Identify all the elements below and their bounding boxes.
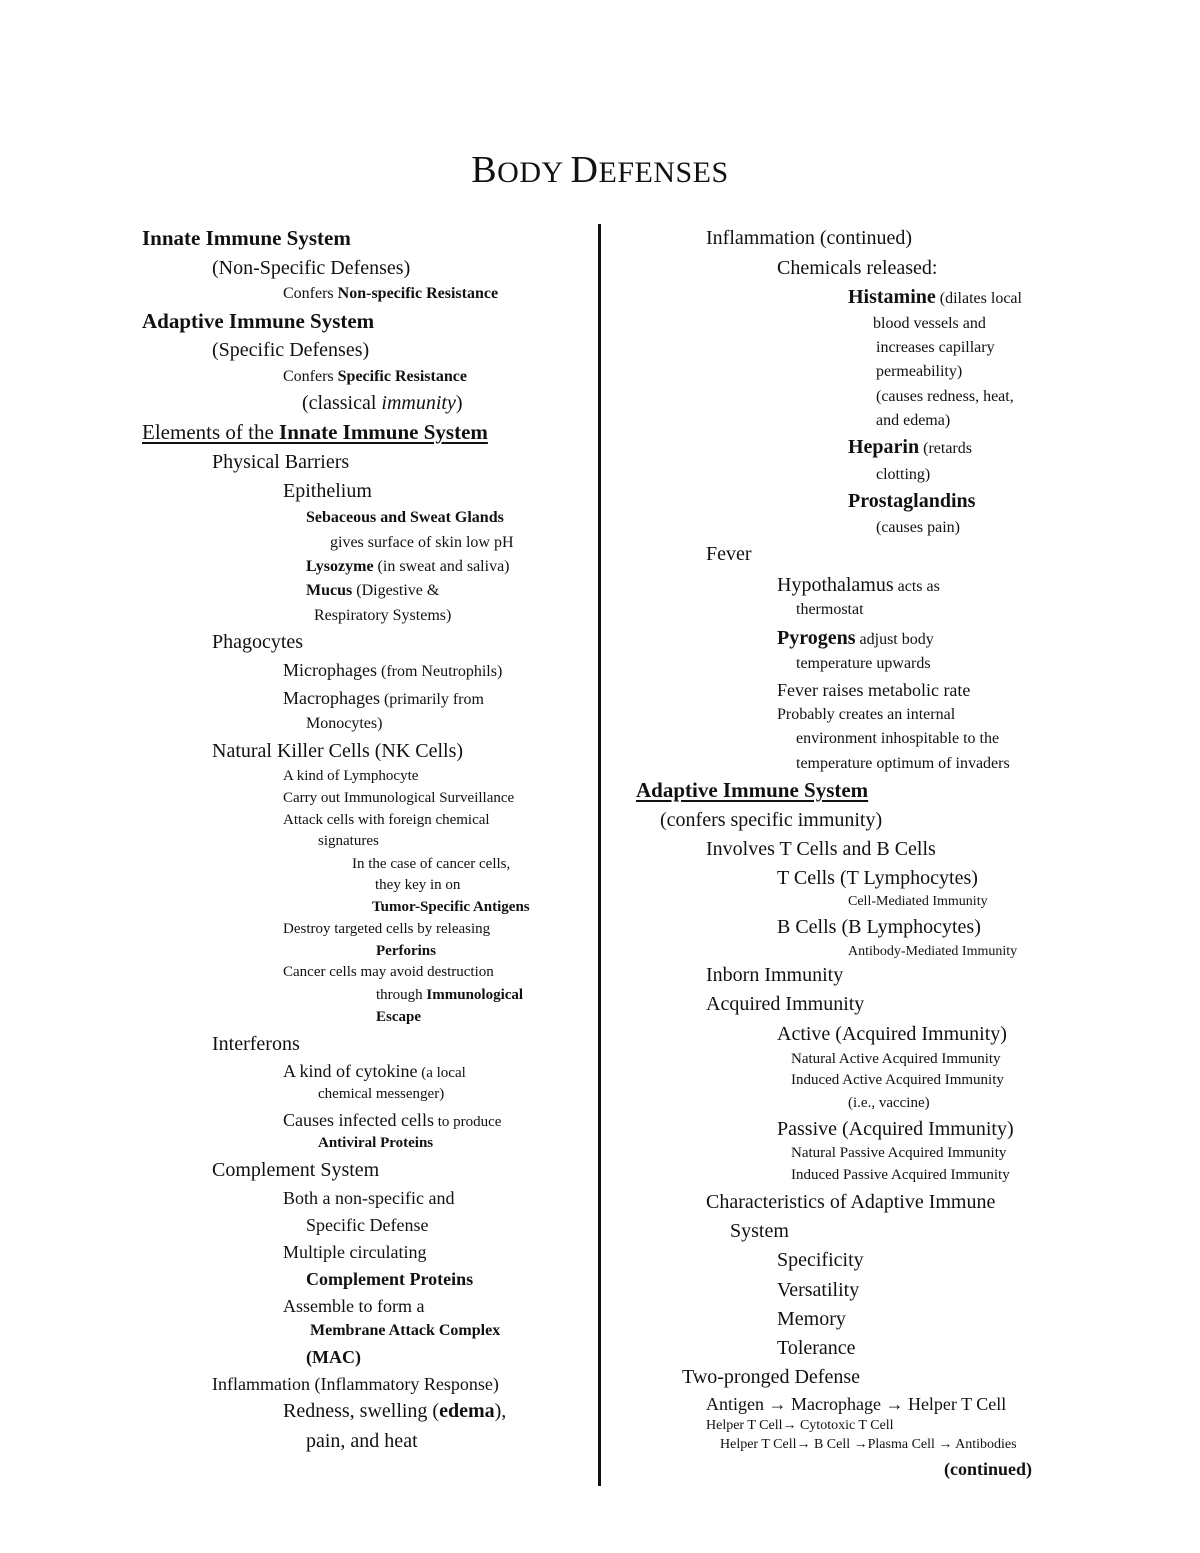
outline-item: Respiratory Systems) — [314, 607, 452, 624]
outline-item: Hypothalamus acts as — [777, 574, 940, 596]
outline-item: Two-pronged Defense — [682, 1366, 860, 1388]
outline-item: Destroy targeted cells by releasing — [283, 921, 491, 937]
outline-item: (confers specific immunity) — [660, 809, 883, 831]
outline-item: Versatility — [777, 1279, 860, 1301]
outline-item: Histamine (dilates local — [848, 286, 1022, 308]
outline-item: blood vessels and — [873, 315, 986, 332]
outline-item: pain, and heat — [306, 1430, 418, 1452]
outline-item: Macrophages (primarily from — [283, 688, 484, 708]
outline-item: Interferons — [212, 1033, 300, 1055]
outline-item: Prostaglandins — [848, 490, 976, 512]
outline-item: Antiviral Proteins — [318, 1135, 434, 1151]
continued-label: (continued) — [944, 1459, 1033, 1479]
outline-item: Carry out Immunological Surveillance — [283, 790, 515, 806]
outline-item: permeability) — [876, 363, 963, 380]
outline-item: (classical immunity) — [302, 392, 463, 414]
outline-item: signatures — [318, 833, 379, 849]
outline-item: Acquired Immunity — [706, 993, 865, 1015]
outline-item: temperature upwards — [796, 655, 931, 672]
outline-item: B Cells (B Lymphocytes) — [777, 916, 981, 938]
outline-item: Membrane Attack Complex — [310, 1322, 501, 1339]
outline-item: Redness, swelling (edema), — [283, 1400, 507, 1422]
outline-item: gives surface of skin low pH — [330, 534, 514, 551]
outline-item: through Immunological — [376, 987, 524, 1003]
outline-item: Sebaceous and Sweat Glands — [306, 509, 504, 526]
outline-item: Phagocytes — [212, 631, 304, 653]
outline-item: T Cells (T Lymphocytes) — [777, 867, 978, 889]
outline-item: Pyrogens adjust body — [777, 627, 934, 649]
outline-item: Involves T Cells and B Cells — [706, 838, 936, 860]
outline-item: Microphages (from Neutrophils) — [283, 660, 503, 680]
outline-item: System — [730, 1220, 789, 1242]
outline-item: Antigen → Macrophage → Helper T Cell — [706, 1394, 1007, 1414]
outline-item: Inflammation (continued) — [706, 227, 913, 249]
outline-item: Confers Specific Resistance — [283, 368, 467, 385]
outline-item: Mucus (Digestive & — [306, 582, 440, 599]
outline-item: Physical Barriers — [212, 451, 350, 473]
outline-item: Attack cells with foreign chemical — [283, 812, 490, 828]
outline-item: Assemble to form a — [283, 1296, 425, 1316]
outline-item: A kind of Lymphocyte — [283, 768, 419, 784]
outline-item: Chemicals released: — [777, 257, 938, 279]
outline-item: Passive (Acquired Immunity) — [777, 1118, 1014, 1140]
outline-item: Fever raises metabolic rate — [777, 680, 971, 700]
outline-item: Probably creates an internal — [777, 706, 956, 723]
outline-item: Fever — [706, 543, 752, 565]
outline-item: environment inhospitable to the — [796, 730, 1000, 747]
outline-item: Lysozyme (in sweat and saliva) — [306, 558, 510, 575]
outline-item: Tumor-Specific Antigens — [372, 899, 530, 915]
outline-item: In the case of cancer cells, — [352, 856, 511, 872]
outline-item: Inborn Immunity — [706, 964, 844, 986]
outline-item: Helper T Cell→ B Cell →Plasma Cell → Antibodies — [720, 1437, 1017, 1452]
heading-adaptive: Adaptive Immune System — [142, 309, 375, 333]
outline-item: temperature optimum of invaders — [796, 755, 1010, 772]
outline-item: thermostat — [796, 601, 864, 618]
outline-item: chemical messenger) — [318, 1086, 445, 1102]
outline-item: increases capillary — [876, 339, 995, 356]
outline-item: Multiple circulating — [283, 1242, 427, 1262]
outline-item: Inflammation (Inflammatory Response) — [212, 1374, 499, 1394]
outline-item: Natural Passive Acquired Immunity — [791, 1145, 1007, 1161]
outline-item: Complement Proteins — [306, 1269, 474, 1289]
outline-item: Escape — [376, 1009, 421, 1025]
heading-adaptive-right: Adaptive Immune System — [636, 778, 869, 802]
outline-item: Memory — [777, 1308, 846, 1330]
outline-item: Cancer cells may avoid destruction — [283, 964, 494, 980]
outline-item: Natural Active Acquired Immunity — [791, 1051, 1001, 1067]
outline-item: Specificity — [777, 1249, 864, 1271]
heading-innate: Innate Immune System — [142, 226, 351, 250]
outline-item: (causes redness, heat, — [876, 388, 1014, 405]
outline-item: Monocytes) — [306, 715, 383, 732]
outline-item: Characteristics of Adaptive Immune — [706, 1191, 996, 1213]
outline-item: Confers Non-specific Resistance — [283, 285, 499, 302]
outline-item: Heparin (retards — [848, 436, 972, 458]
outline-item: Natural Killer Cells (NK Cells) — [212, 740, 464, 762]
outline-item: Antibody-Mediated Immunity — [848, 944, 1018, 959]
outline-item: (i.e., vaccine) — [848, 1095, 930, 1111]
outline-item: (MAC) — [306, 1347, 361, 1367]
heading-elements: Elements of the Innate Immune System — [142, 420, 488, 444]
outline-item: (Specific Defenses) — [212, 339, 370, 361]
outline-item: Causes infected cells to produce — [283, 1110, 502, 1130]
outline-item: A kind of cytokine (a local — [283, 1061, 466, 1081]
outline-item: Both a non-specific and — [283, 1188, 455, 1208]
outline-item: they key in on — [375, 877, 461, 893]
outline-item: Induced Passive Acquired Immunity — [791, 1167, 1010, 1183]
outline-item: and edema) — [876, 412, 951, 429]
outline-item: Active (Acquired Immunity) — [777, 1023, 1007, 1045]
outline-item: clotting) — [876, 466, 931, 483]
outline-item: Tolerance — [777, 1337, 856, 1359]
outline-item: Complement System — [212, 1159, 380, 1181]
page-title: BODY DEFENSES — [471, 149, 729, 191]
outline-item: Perforins — [376, 943, 436, 959]
outline-item: Helper T Cell→ Cytotoxic T Cell — [706, 1418, 894, 1433]
outline-item: (Non-Specific Defenses) — [212, 257, 411, 279]
outline-item: Epithelium — [283, 480, 372, 502]
outline-item: (causes pain) — [876, 519, 960, 536]
outline-item: Specific Defense — [306, 1215, 429, 1235]
outline-item: Cell-Mediated Immunity — [848, 894, 988, 909]
outline-item: Induced Active Acquired Immunity — [791, 1072, 1004, 1088]
